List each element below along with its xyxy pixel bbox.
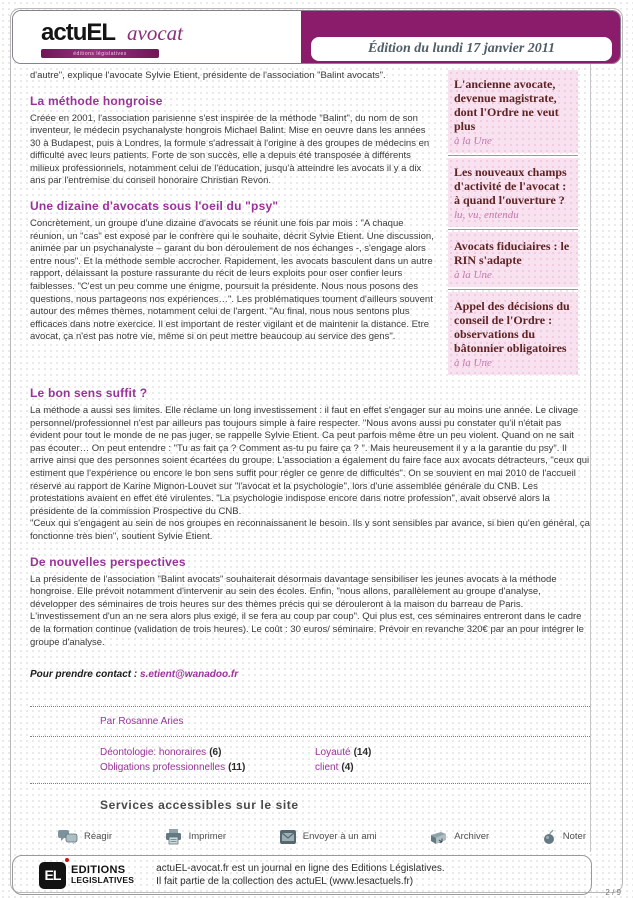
sidebar-item-nouveaux-champs[interactable] xyxy=(448,158,578,227)
dotted-separator xyxy=(30,736,590,737)
tag-count: (14) xyxy=(353,747,372,759)
rate-icon xyxy=(542,829,557,845)
dotted-separator xyxy=(30,783,590,784)
tag-link[interactable]: Déontologie: honoraires xyxy=(100,747,207,759)
service-print-button[interactable] xyxy=(165,828,226,845)
sidebar-item-title[interactable]: Appel des décisions du conseil de l'Ordre : observations du bâtonnier obligatoires xyxy=(454,299,570,355)
comments-icon xyxy=(58,829,78,845)
section-body-bon-sens-2: "Ceux qui s'engagent au sein de nos groupes en reconnaissanent le besoin. Ils y sont sensibles par avance, si bien qu'en général, ça fonctionne très bien", soutient Sylvie Etient. xyxy=(30,518,590,542)
footer-line1: actuEL-avocat.fr est un journal en ligne des Editions Législatives. xyxy=(156,863,445,874)
header-logo-area xyxy=(13,11,301,63)
printer-icon xyxy=(165,828,183,845)
brand-logo xyxy=(41,19,183,47)
service-label: Réagir xyxy=(84,831,112,843)
tag-loyaute xyxy=(315,747,530,758)
tag-count: (6) xyxy=(209,747,222,759)
service-label: Imprimer xyxy=(188,831,227,843)
byline-author-link[interactable]: Rosanne Aries xyxy=(118,716,184,728)
edition-date: Édition du lundi 17 janvier 2011 xyxy=(367,41,556,56)
services-heading: Services accessibles sur le site xyxy=(100,798,299,813)
brand-logo-product: avocat xyxy=(127,21,184,45)
service-react-button[interactable] xyxy=(58,829,112,845)
contact-line xyxy=(30,669,590,680)
tag-link[interactable]: client xyxy=(315,762,339,774)
sidebar-item-appel-decisions[interactable] xyxy=(448,292,578,375)
sidebar-item-category: lu, vu, entendu xyxy=(454,209,519,221)
brand-tagline: éditions législatives xyxy=(73,50,127,57)
dotted-separator xyxy=(30,706,590,707)
el-logo-text xyxy=(71,865,134,885)
sidebar-item-title[interactable]: Les nouveaux champs d'activité de l'avocat : à quand l'ouverture ? xyxy=(454,165,567,207)
contact-email-link[interactable]: s.etient@wanadoo.fr xyxy=(140,669,239,681)
service-label: Noter xyxy=(562,831,586,843)
section-body-methode-hongroise: Créée en 2001, l'association parisienne s'est inspirée de la méthode "Balint", du nom de son inventeur, le médecin psychanalyste hongrois Michael Balint. Mise en oeuvre dans les années 30 à Budapest, puis à Londres, la formule s'adressait à l'origine à des groupes de médecins en difficulté avec leurs patients. Forte de son succès, elle a depuis été transposée à différents milieux professionnels, notamment celui de l'éducation, jusqu'à atteindre les avocats il y a dix ans par l'entremise du conseil honoraire Christian Revon. xyxy=(30,112,430,187)
el-logo-line2: LEGISLATIVES xyxy=(71,875,135,885)
article-content xyxy=(30,70,590,845)
editions-legislatives-logo xyxy=(39,862,66,889)
section-heading-methode-hongroise: La méthode hongroise xyxy=(30,93,163,108)
el-logo-dot xyxy=(65,858,69,862)
sidebar-item-ancienne-avocate[interactable] xyxy=(448,70,578,153)
tag-link[interactable]: Obligations professionnelles xyxy=(100,762,226,774)
page-footer xyxy=(12,855,592,895)
tag-count: (4) xyxy=(341,762,354,774)
edition-box xyxy=(311,37,612,61)
service-label: Envoyer à un ami xyxy=(302,831,377,843)
page-number: 2 / 9 xyxy=(605,888,621,897)
section-heading-dizaine-avocats: Une dizaine d'avocats sous l'oeil du "psy" xyxy=(30,199,279,214)
contact-label: Pour prendre contact : xyxy=(30,669,138,681)
tag-obligations xyxy=(100,762,315,773)
footer-description xyxy=(156,862,445,888)
services-row xyxy=(58,828,586,845)
footer-line2: Il fait partie de la collection des actuEL (www.lesactuels.fr) xyxy=(156,876,414,887)
service-archive-button[interactable] xyxy=(429,829,489,845)
brand-logo-actu: actu xyxy=(41,19,87,46)
sidebar-item-title[interactable]: Avocats fiduciaires : le RIN s'adapte xyxy=(454,239,570,267)
sidebar-item-category: à la Une xyxy=(454,135,492,147)
intro-paragraph: d'autre", explique l'avocate Sylvie Etient, présidente de l'association "Balint avocats". xyxy=(30,70,386,81)
tag-link[interactable]: Loyauté xyxy=(315,747,351,759)
sidebar-item-category: à la Une xyxy=(454,269,492,281)
el-logo-line1: EDITIONS xyxy=(71,864,126,876)
tag-deontologie xyxy=(100,747,315,758)
section-body-bon-sens: La méthode a aussi ses limites. Elle réclame un long investissement : il faut en effet s'engager sur au moins une année. Le clivage personnel/professionnel n'est par ailleurs pas toujours simple à faire respecter. "Nous avons aussi pu constater qu'il n'était pas évident pour tout le monde de ne pas juger, se rappelle Sylvie Etient. Ca peut parfois même être un peu violent. Quand on ne sait pas écouter… On peut entendre : "Tu as fait ça ? Comment as-tu pu faire ça ? ". Mais heureusement il y a la garantie du psy". Il arrive ainsi que des personnes soient écartées du groupe. L'association a également du faire face aux avocats détracteurs, "ceux qui estiment que l'expérience ou encore le bon sens suffit pour régler ce genre de difficultés". On se souvient en mai 2010 de l'accueil réservé au rapport de Karine Mignon-Louvet sur "l'avocat et la psychologie", lors d'une assemblée générale du CNB. Les protestations avaient en effet été virulentes. "La psychologie indispose encore dans notre profession", avait observé alors la présidente de la commission Prospective du CNB. xyxy=(30,405,590,517)
article-full-width xyxy=(30,386,590,649)
mail-icon xyxy=(279,829,297,845)
page-header xyxy=(12,10,621,64)
top-row xyxy=(30,70,590,375)
service-rate-button[interactable] xyxy=(542,829,586,845)
section-body-dizaine-avocats: Concrètement, un groupe d'une dizaine d'avocats se réunit une fois par mois : "A chaque réunion, un "cas" est exposé par le confrère qui le souhaite, décrit Sylvie Etient. Une discussion, animée par un psychanalyste – garant du bon déroulement de nos échanges -, s'engage alors entre nous". Et la méthode semble accrocher. Rapidement, les avocats basculent dans un autre rapport, délaissant la posture rassurante du récit de leurs exploits pour oser confier leurs faiblesses. "C'est un peu comme une énigme, poursuit la présidente. Nous nous posons des questions, nous partageons nos expériences…". Les problématiques tournent d'ailleurs souvent autour des mêmes thèmes, notamment celui de l'argent. "Au final, nous nous sentons plus efficaces dans notre exercice. Il est important de rester vigilant et de maintenir la distance. Etre avocat, ça n'est pas notre vie, même si on peut mettre beaucoup au service des gens". xyxy=(30,218,434,343)
related-articles-sidebar xyxy=(448,70,578,375)
section-body-perspectives: La présidente de l'association "Balint avocats" souhaiterait désormais davantage sensibiliser les jeunes avocats à la méthode hongroise. Elle prévoit notamment d'intervenir au sein des écoles. Enfin, "nous allons, parallèlement au groupe d'analyse, développer des séminaires de trois heures sur des thèmes précis qui se dérouleront à la maison du barreau de Paris. L'investissement d'un an ne sera alors plus exigé, il se fera au coup par coup". Qui plus est, ces séminaires entreront dans le cadre de la formation continue (validation de trois heures). Le coût : 30 euros/ séminaire. Prévoir en revanche 320€ par an pour intégrer le groupe d'analyse. xyxy=(30,573,584,648)
tag-client xyxy=(315,762,530,773)
section-heading-perspectives: De nouvelles perspectives xyxy=(30,554,186,569)
archive-icon xyxy=(429,829,448,845)
tag-count: (11) xyxy=(228,762,246,774)
el-monogram: EL xyxy=(44,867,61,883)
article-column xyxy=(30,70,436,375)
sidebar-item-avocats-fiduciaires[interactable] xyxy=(448,232,578,287)
sidebar-item-title[interactable]: L'ancienne avocate, devenue magistrate, dont l'Ordre ne veut plus xyxy=(454,77,559,133)
content-right-border xyxy=(590,64,591,852)
service-send-to-friend-button[interactable] xyxy=(279,829,377,845)
section-heading-bon-sens: Le bon sens suffit ? xyxy=(30,386,148,400)
tag-list xyxy=(100,747,590,773)
byline-prefix: Par xyxy=(100,716,116,728)
sidebar-item-category: à la Une xyxy=(454,357,492,369)
service-label: Archiver xyxy=(454,831,490,843)
header-edition-band xyxy=(301,11,620,63)
brand-logo-el: EL xyxy=(86,19,116,46)
brand-tagline-bar xyxy=(41,49,159,58)
byline xyxy=(100,716,590,727)
